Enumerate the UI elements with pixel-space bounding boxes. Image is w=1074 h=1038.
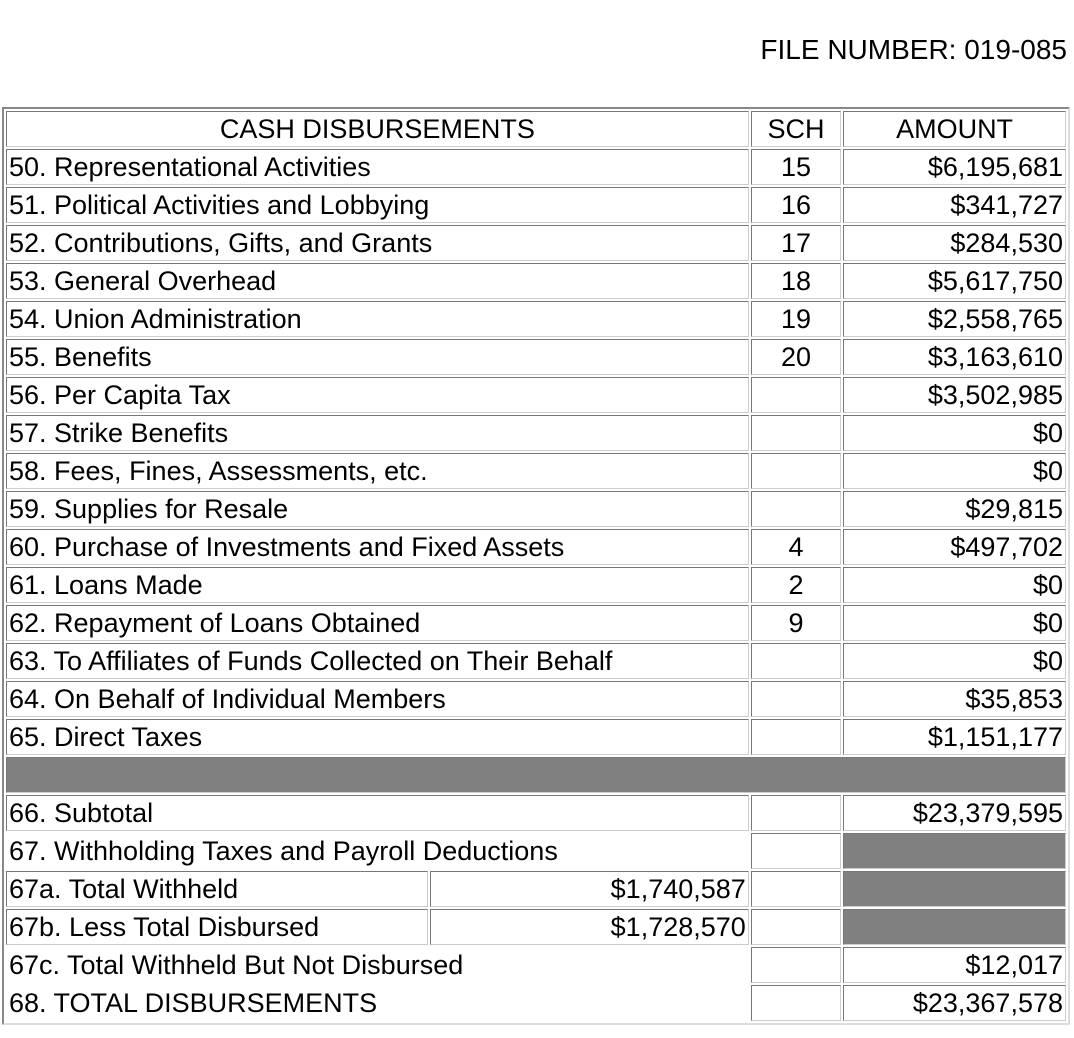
gray-separator xyxy=(6,757,1066,793)
row-sch xyxy=(751,643,841,679)
row-label: 62. Repayment of Loans Obtained xyxy=(6,605,749,641)
row-amount: $341,727 xyxy=(843,187,1066,223)
total-withheld-shaded xyxy=(843,871,1066,907)
row-label: 64. On Behalf of Individual Members xyxy=(6,681,749,717)
table-row xyxy=(6,681,1066,717)
row-amount: $0 xyxy=(843,415,1066,451)
table-row xyxy=(6,529,1066,565)
less-disbursed-shaded xyxy=(843,909,1066,945)
row-sch: 18 xyxy=(751,263,841,299)
row-label: 55. Benefits xyxy=(6,339,749,375)
row-sch xyxy=(751,453,841,489)
table-row xyxy=(6,453,1066,489)
table-row xyxy=(6,605,1066,641)
row-amount: $0 xyxy=(843,567,1066,603)
row-label: 59. Supplies for Resale xyxy=(6,491,749,527)
separator-band xyxy=(6,757,1066,793)
table-row xyxy=(6,415,1066,451)
total-label: 68. TOTAL DISBURSEMENTS xyxy=(9,988,378,1018)
row-sch: 4 xyxy=(751,529,841,565)
subtotal-amount: $23,379,595 xyxy=(843,795,1066,831)
table-row xyxy=(6,263,1066,299)
header-cash-disbursements: CASH DISBURSEMENTS xyxy=(6,111,749,147)
row-amount: $6,195,681 xyxy=(843,149,1066,185)
row-label: 57. Strike Benefits xyxy=(6,415,749,451)
row-sch: 2 xyxy=(751,567,841,603)
table-row xyxy=(6,149,1066,185)
row-sch: 15 xyxy=(751,149,841,185)
row-sch xyxy=(751,377,841,413)
total-withheld-row xyxy=(6,871,1066,907)
cash-disbursements-table xyxy=(2,107,1070,1025)
row-sch xyxy=(751,719,841,755)
row-label: 61. Loans Made xyxy=(6,567,749,603)
table-row xyxy=(6,225,1066,261)
row-label: 58. Fees, Fines, Assessments, etc. xyxy=(6,453,749,489)
row-sch: 9 xyxy=(751,605,841,641)
subtotal-row xyxy=(6,795,1066,831)
not-disbursed-amount: $12,017 xyxy=(843,947,1066,983)
header-row xyxy=(6,111,1066,147)
less-disbursed-sch xyxy=(751,909,841,945)
table-row xyxy=(6,719,1066,755)
total-withheld-label: 67a. Total Withheld xyxy=(6,871,428,907)
header-sch: SCH xyxy=(751,111,841,147)
row-label: 56. Per Capita Tax xyxy=(6,377,749,413)
file-number: FILE NUMBER: 019-085 xyxy=(760,34,1067,65)
row-label: 52. Contributions, Gifts, and Grants xyxy=(6,225,749,261)
row-label: 65. Direct Taxes xyxy=(6,719,749,755)
total-amount: $23,367,578 xyxy=(843,985,1066,1021)
less-disbursed-row xyxy=(6,909,1066,945)
row-sch: 16 xyxy=(751,187,841,223)
header-amount: AMOUNT xyxy=(843,111,1066,147)
table-row xyxy=(6,301,1066,337)
row-label: 51. Political Activities and Lobbying xyxy=(6,187,749,223)
row-label: 54. Union Administration xyxy=(6,301,749,337)
withholding-row xyxy=(6,833,1066,869)
row-amount: $29,815 xyxy=(843,491,1066,527)
row-label: 53. General Overhead xyxy=(6,263,749,299)
total-row xyxy=(6,985,1066,1021)
subtotal-sch xyxy=(751,795,841,831)
withholding-sch xyxy=(751,833,841,869)
row-sch xyxy=(751,415,841,451)
row-amount: $284,530 xyxy=(843,225,1066,261)
row-label: 60. Purchase of Investments and Fixed Assets xyxy=(6,529,749,565)
table-row xyxy=(6,567,1066,603)
table-row xyxy=(6,377,1066,413)
not-disbursed-label: 67c. Total Withheld But Not Disbursed xyxy=(9,950,464,980)
withholding-label: 67. Withholding Taxes and Payroll Deductions xyxy=(9,836,558,866)
row-amount: $497,702 xyxy=(843,529,1066,565)
subtotal-label: 66. Subtotal xyxy=(6,795,749,831)
row-sch: 19 xyxy=(751,301,841,337)
table-row xyxy=(6,187,1066,223)
row-amount: $2,558,765 xyxy=(843,301,1066,337)
total-withheld-sch xyxy=(751,871,841,907)
row-sch xyxy=(751,491,841,527)
row-amount: $0 xyxy=(843,605,1066,641)
row-label: 63. To Affiliates of Funds Collected on Their Behalf xyxy=(6,643,749,679)
not-disbursed-sch xyxy=(751,947,841,983)
row-label: 50. Representational Activities xyxy=(6,149,749,185)
total-sch xyxy=(751,985,841,1021)
row-amount: $3,163,610 xyxy=(843,339,1066,375)
less-disbursed-label: 67b. Less Total Disbursed xyxy=(6,909,428,945)
row-sch: 17 xyxy=(751,225,841,261)
table-row xyxy=(6,491,1066,527)
total-withheld-amount: $1,740,587 xyxy=(430,871,749,907)
row-amount: $35,853 xyxy=(843,681,1066,717)
table-row xyxy=(6,643,1066,679)
row-amount: $3,502,985 xyxy=(843,377,1066,413)
withholding-amount-shaded xyxy=(843,833,1066,869)
row-amount: $1,151,177 xyxy=(843,719,1066,755)
row-amount: $0 xyxy=(843,453,1066,489)
less-disbursed-amount: $1,728,570 xyxy=(430,909,749,945)
row-sch: 20 xyxy=(751,339,841,375)
row-amount: $0 xyxy=(843,643,1066,679)
row-sch xyxy=(751,681,841,717)
table-row xyxy=(6,339,1066,375)
not-disbursed-row xyxy=(6,947,1066,983)
row-amount: $5,617,750 xyxy=(843,263,1066,299)
